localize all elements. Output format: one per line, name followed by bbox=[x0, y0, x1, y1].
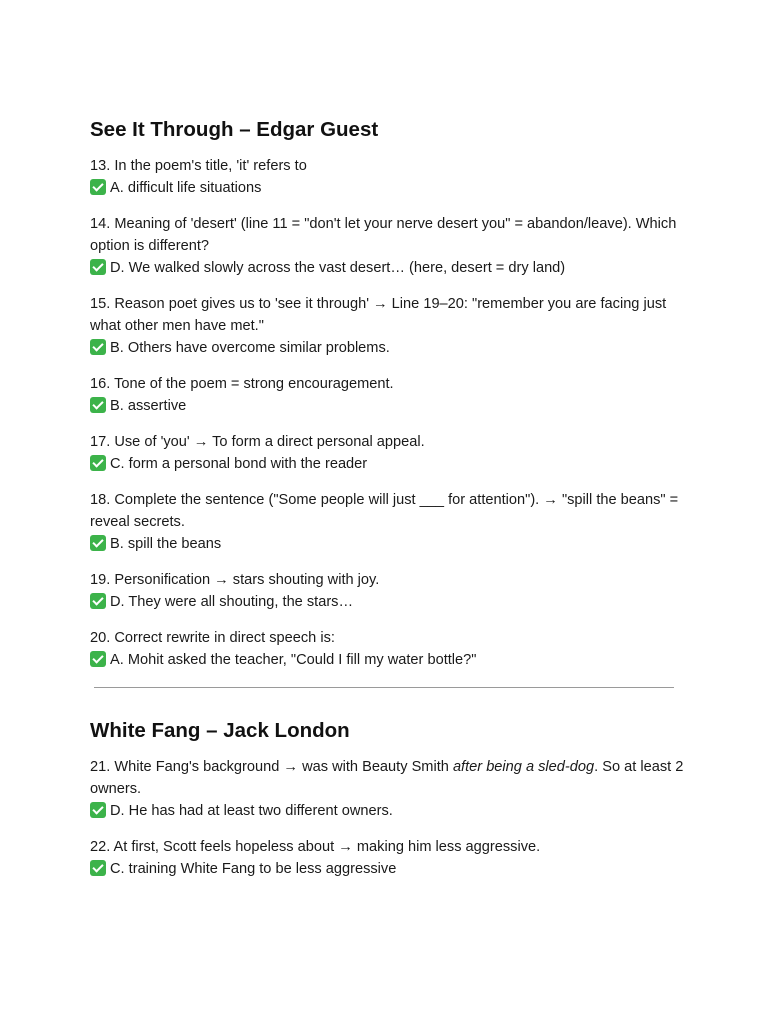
answer-text: D. We walked slowly across the vast desert… (here, desert = dry land) bbox=[110, 260, 566, 276]
answer-text: A. Mohit asked the teacher, "Could I fill my water bottle?" bbox=[110, 652, 477, 668]
question-text bbox=[90, 756, 690, 800]
section-title-see-it-through: See It Through – Edgar Guest bbox=[90, 118, 379, 141]
answer-line bbox=[90, 177, 690, 199]
question-text: 20. Correct rewrite in direct speech is: bbox=[90, 630, 335, 646]
answer-line bbox=[90, 337, 690, 359]
check-mark-icon bbox=[90, 802, 106, 818]
check-mark-icon bbox=[90, 651, 106, 667]
question-text: 14. Meaning of 'desert' (line 11 = "don't let your nerve desert you" = abandon/leave). Which option is different? bbox=[90, 216, 677, 254]
check-mark-icon bbox=[90, 535, 106, 551]
question-13 bbox=[90, 155, 690, 199]
question-text: 13. In the poem's title, 'it' refers to bbox=[90, 158, 307, 174]
answer-text: D. They were all shouting, the stars… bbox=[110, 594, 354, 610]
question-text-end: . So at least 2 owners. bbox=[90, 759, 684, 797]
check-mark-icon bbox=[90, 179, 106, 195]
answer-line bbox=[90, 257, 690, 279]
question-text-italic: after being a sled-dog bbox=[452, 759, 595, 775]
answer-line bbox=[90, 591, 690, 613]
question-22 bbox=[90, 836, 690, 880]
question-text: 22. At first, Scott feels hopeless about → making him less aggressive. bbox=[90, 839, 541, 855]
question-20 bbox=[90, 627, 690, 671]
question-text-start: 21. White Fang's background → was with Beauty Smith bbox=[90, 759, 453, 775]
check-mark-icon bbox=[90, 259, 106, 275]
question-16 bbox=[90, 373, 690, 417]
document-page bbox=[90, 117, 690, 894]
question-text: 17. Use of 'you' → To form a direct personal appeal. bbox=[90, 434, 425, 450]
section-divider bbox=[94, 687, 674, 688]
answer-text: B. assertive bbox=[110, 398, 187, 414]
section-title-white-fang: White Fang – Jack London bbox=[90, 719, 350, 742]
answer-text: B. Others have overcome similar problems. bbox=[110, 340, 390, 356]
check-mark-icon bbox=[90, 455, 106, 471]
answer-text: C. form a personal bond with the reader bbox=[110, 456, 368, 472]
section-white-fang bbox=[90, 718, 690, 880]
question-text: 19. Personification → stars shouting with joy. bbox=[90, 572, 380, 588]
answer-text: D. He has had at least two different owners. bbox=[110, 803, 393, 819]
question-14 bbox=[90, 213, 690, 279]
question-17 bbox=[90, 431, 690, 475]
answer-text: B. spill the beans bbox=[110, 536, 222, 552]
answer-line bbox=[90, 453, 690, 475]
question-19 bbox=[90, 569, 690, 613]
question-15 bbox=[90, 293, 690, 359]
check-mark-icon bbox=[90, 860, 106, 876]
question-21 bbox=[90, 756, 690, 822]
question-text: 18. Complete the sentence ("Some people will just ___ for attention"). → "spill the beans" = reveal secrets. bbox=[90, 492, 679, 530]
answer-line bbox=[90, 649, 690, 671]
answer-line bbox=[90, 800, 690, 822]
question-18 bbox=[90, 489, 690, 555]
answer-line bbox=[90, 395, 690, 417]
answer-line bbox=[90, 858, 690, 880]
check-mark-icon bbox=[90, 397, 106, 413]
check-mark-icon bbox=[90, 593, 106, 609]
answer-line bbox=[90, 533, 690, 555]
check-mark-icon bbox=[90, 339, 106, 355]
question-text: 16. Tone of the poem = strong encouragement. bbox=[90, 376, 394, 392]
answer-text: A. difficult life situations bbox=[110, 180, 262, 196]
question-text: 15. Reason poet gives us to 'see it through' → Line 19–20: "remember you are facing just what other men have met." bbox=[90, 296, 667, 334]
answer-text: C. training White Fang to be less aggressive bbox=[110, 861, 397, 877]
